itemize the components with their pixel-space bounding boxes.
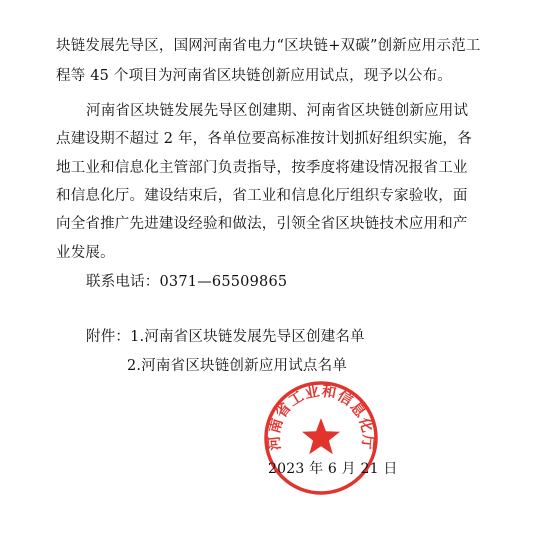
paragraph-2-line-2: 点建设期不超过 2 年，各单位要高标准按计划抓好组织实施，各 [56,131,472,147]
paragraph-2-line-3: 地工业和信息化主管部门负责指导，按季度将建设情况报省工业 [56,160,468,176]
paragraph-2-line-6: 业发展。 [56,245,115,261]
attachment-1: 附件：1.河南省区块链发展先导区创建名单 [86,329,365,345]
seal-org-text: 河南省工业和信息化厅 [265,382,377,452]
attachment-2: 2.河南省区块链创新应用试点名单 [127,358,348,374]
paragraph-1-line-2: 程等 45 个项目为河南省区块链创新应用试点，现予以公布。 [56,68,452,84]
issue-date: 2023 年 6 月 21 日 [268,461,398,477]
paragraph-2-line-1: 河南省区块链发展先导区创建期、河南省区块链创新应用试 [86,103,469,119]
paragraph-2-line-5: 向全省推广先进建设经验和做法，引领全省区块链技术应用和产 [56,216,468,232]
paragraph-1-line-1: 块链发展先导区，国网河南省电力“区块链+双碳”创新应用示范工 [56,38,481,54]
paragraph-2-line-4: 和信息化厅。建设结束后，省工业和信息化厅组织专家验收，面 [56,188,468,204]
contact-phone: 联系电话：0371—65509865 [86,274,288,290]
